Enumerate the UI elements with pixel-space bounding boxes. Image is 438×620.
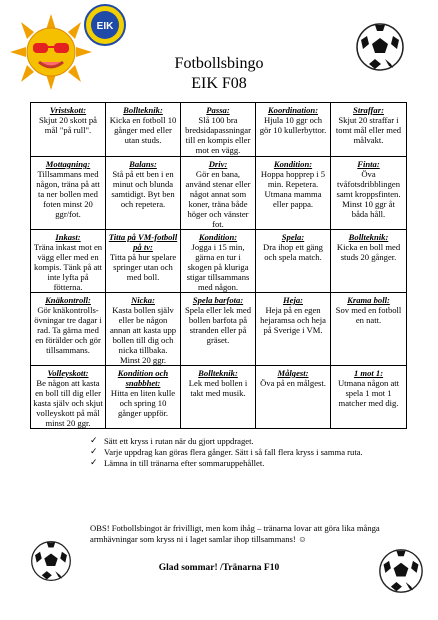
cell-text: Heja på en egen hejaramsa och heja på Sverige i VM. [260,305,326,335]
cell-text: Dra ihop ett gäng och spela match. [263,242,323,262]
bingo-cell[interactable] [256,230,331,293]
bingo-cell[interactable] [181,293,256,366]
page-title: Fotbollsbingo [174,55,264,72]
cell-text: Kasta bollen själv eller be någon annan att kasta upp bollen till dig och nicka tillbaka. Minst 20 ggr. [109,305,177,365]
note-text: OBS! Fotbollsbingot är frivilligt, men kom ihåg – tränarna lovar att göra lika många armhävningar som kryss ni i laget samlar ihop tillsammans! ☺ [90,523,380,544]
cell-heading: Balans: [129,159,157,169]
cell-heading: Heja: [282,295,304,305]
cell-heading: Kondition: [198,232,238,242]
signoff-text: Glad sommar! /Tränarna F10 [158,563,280,573]
instruction-text: Lämna in till tränarna efter sommaruppehållet. [104,458,265,468]
bingo-cell[interactable] [31,157,106,230]
cell-heading: Nicka: [131,295,155,305]
bingo-cell[interactable] [181,157,256,230]
bingo-cell[interactable] [106,293,181,366]
cell-heading: Volleyskott: [47,368,89,378]
cell-heading: Inkast: [55,232,81,242]
cell-heading: Kondition och snabbhet: [117,368,169,388]
cell-text: Gör en bana, använd stenar eller något annat som koner, träna både höger och vänster fot. [185,169,251,229]
page-subtitle: EIK F08 [191,75,247,92]
cell-text: Kicka en boll med studs 20 gånger. [336,242,401,262]
cell-text: Skjut 20 straffar i tomt mål eller med målvakt. [335,115,402,145]
bingo-cell[interactable] [181,366,256,428]
bingo-cell[interactable] [256,293,331,366]
cell-heading: Målgest: [277,368,309,378]
bingo-cell[interactable] [331,103,406,157]
instruction-list [90,436,380,469]
cell-text: Be någon att kasta en boll till dig eller kasta själv och skjut volleyskott på mål minst 20 ggr. [33,378,103,428]
cell-heading: Mottagning: [45,159,91,169]
bingo-cell[interactable] [106,230,181,293]
cell-text: Öva tvåfotsdribblingen samt kroppsfinten. Minst 10 ggr åt båda håll. [336,169,401,219]
bingo-cell[interactable] [31,293,106,366]
cell-heading: Koordination: [267,105,319,115]
bingo-cell[interactable] [331,157,406,230]
cell-text: Kicka en fotboll 10 gånger med eller utan studs. [109,115,177,145]
logo-text: EIK [96,21,114,32]
bingo-cell[interactable] [256,103,331,157]
cell-text: Hjula 10 ggr och gör 10 kullerbyttor. [259,115,327,135]
cell-heading: Krama boll: [347,295,390,305]
bingo-cell[interactable] [106,366,181,428]
list-item [90,447,380,457]
bingo-cell[interactable] [331,366,406,428]
cell-heading: Passa: [206,105,230,115]
cell-heading: Spela barfota: [192,295,244,305]
cell-text: Spela eller lek med bollen barfota på stranden eller på gräset. [184,305,252,345]
cell-text: Utmana någon att spela 1 mot 1 matcher med dig. [337,378,400,408]
bingo-cell[interactable] [31,366,106,428]
football-icon [30,540,72,582]
cell-heading: Straffar: [353,105,384,115]
club-logo-icon [84,4,126,46]
instruction-text: Sätt ett kryss i rutan när du gjort uppdraget. [104,436,254,446]
bingo-cell[interactable] [256,366,331,428]
cell-text: Öva på en målgest. [260,378,326,388]
bingo-cell[interactable] [331,230,406,293]
cell-text: Hitta en liten kulle och spring 10 gånger uppför. [110,388,176,418]
cell-text: Jogga i 15 min, gärna en tur i skogen på kluriga stigar tillsammans med någon. [186,242,250,292]
checkmark-icon: ✓ [90,458,98,468]
cell-text: Gör knäkontrolls-övningar tre dagar i rad. Ta gärna med en förälder och gör tillsammans. [34,305,102,355]
cell-text: Sov med en fotboll en natt. [335,305,402,325]
cell-text: Titta på hur spelare springer utan och med boll. [109,252,177,282]
cell-text: Stå på ett ben i en minut och blunda samtidigt. Byt ben och repetera. [111,169,175,209]
checkmark-icon: ✓ [90,447,98,457]
cell-heading: Vristskott: [49,105,87,115]
cell-heading: Bollteknik: [348,232,389,242]
cell-heading: Knäkontroll: [45,295,91,305]
list-item [90,458,380,468]
cell-text: Slå 100 bra bredsidapassningar till en kompis eller mot en vägg. [185,115,251,155]
bingo-cell[interactable] [256,157,331,230]
cell-text: Skjut 20 skott på mål "på rull". [38,115,97,135]
instruction-text: Varje uppdrag kan göras flera gånger. Sätt i så fall flera kryss i samma ruta. [104,447,363,457]
bingo-cell[interactable] [31,230,106,293]
cell-heading: Titta på VM-fotboll på tv: [108,232,178,252]
bingo-cell[interactable] [106,157,181,230]
cell-text: Träna inkast mot en vägg eller med en kompis. Tänk på att inte lyfta på fötterna. [33,242,103,292]
cell-heading: Finta: [357,159,380,169]
cell-heading: Bollteknik: [198,368,238,378]
football-icon [378,548,424,594]
bingo-cell[interactable] [331,293,406,366]
bingo-grid [30,102,407,429]
bingo-cell[interactable] [181,103,256,157]
cell-text: Tillsammans med någon, träna på att ta ner bollen med foten minst 20 ggr/fot. [36,169,100,219]
cell-heading: Kondition: [273,159,313,169]
cell-text: Hoppa hopprep i 5 min. Repetera. Utmana mamma eller pappa. [260,169,326,209]
cell-heading: Spela: [281,232,305,242]
cell-heading: 1 mot 1: [353,368,384,378]
cell-heading: Bollteknik: [123,105,163,115]
bingo-cell[interactable] [106,103,181,157]
cell-text: Lek med bollen i takt med musik. [188,378,248,398]
checkmark-icon: ✓ [90,436,98,446]
bingo-cell[interactable] [181,230,256,293]
cell-heading: Driv: [208,159,228,169]
list-item [90,436,380,446]
bingo-cell[interactable] [31,103,106,157]
